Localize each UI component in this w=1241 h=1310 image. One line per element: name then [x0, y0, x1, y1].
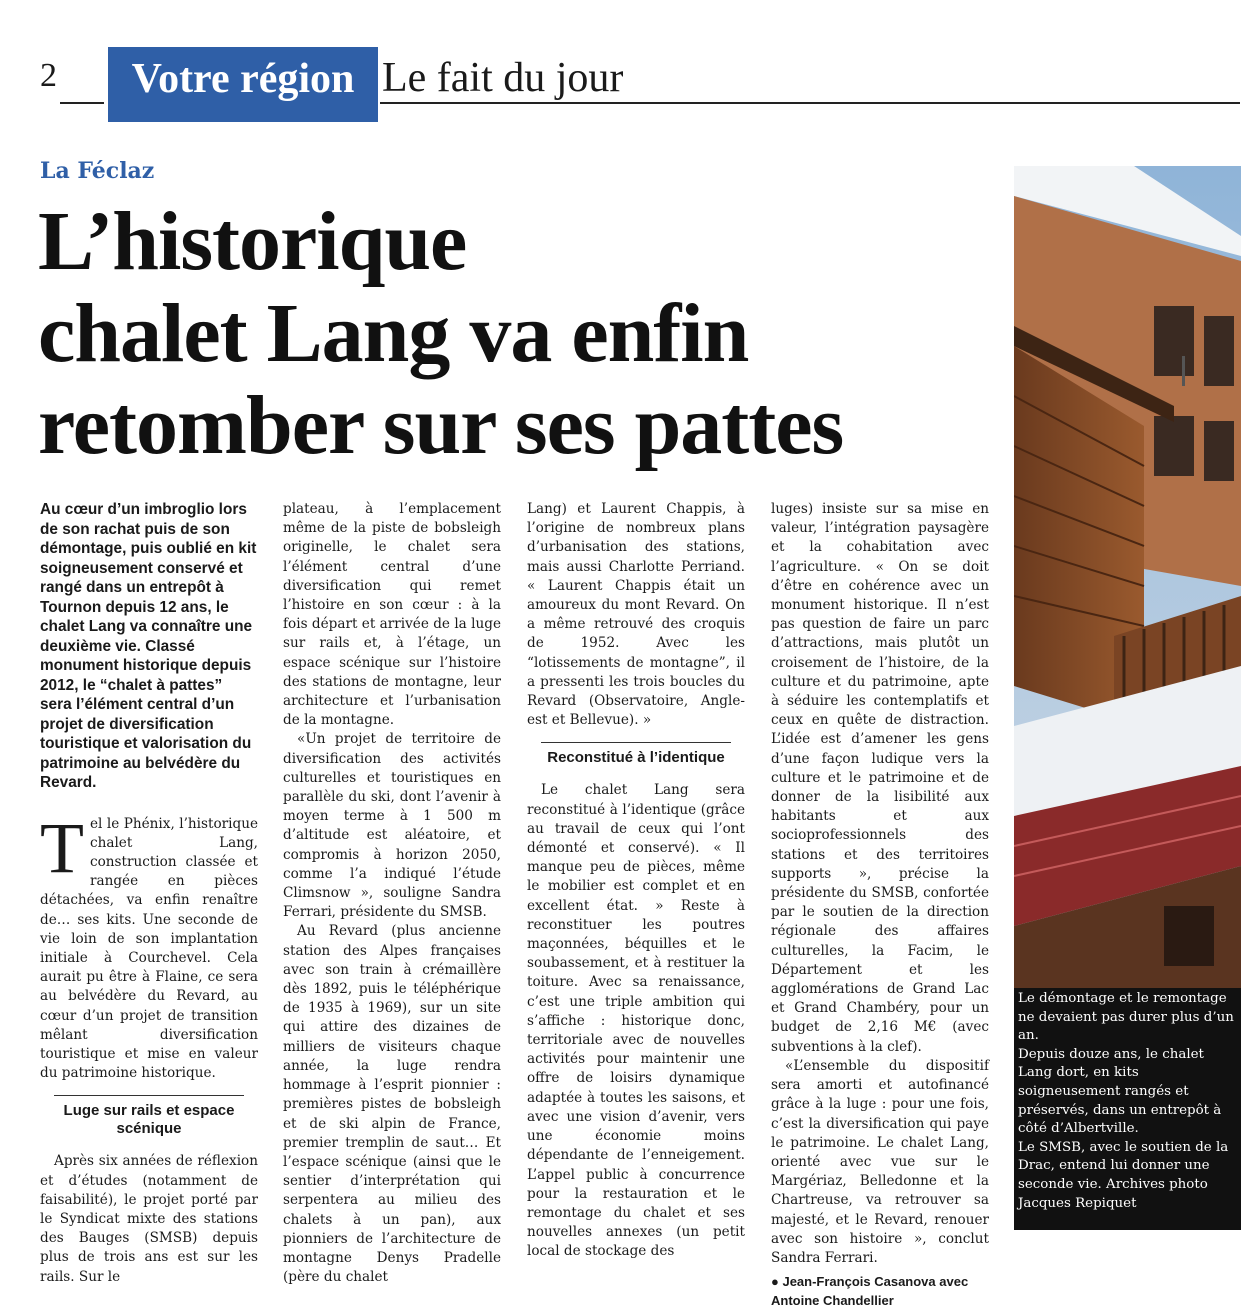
caption-line: Depuis douze ans, le chalet Lang dort, en kits soigneusement rangés et préservés, dans un entrepôt à côté d’Albertville.: [1018, 1046, 1222, 1137]
photo-caption: [1014, 988, 1241, 1230]
column-4: [771, 500, 989, 1310]
headline-line-1: L’historique: [38, 195, 467, 288]
paragraph: «Un projet de territoire de diversification des activités culturelles et touristiques en parallèle du ski, dont l’avenir à moyen terme à 1 500 m d’altitude est aléatoire, et compromis à horizon 2050, comme l’a indiqué l’étude Climsnow », souligne Sandra Ferrari, présidente du SMSB.: [283, 731, 501, 921]
headline-line-3: retomber sur ses pattes: [38, 379, 844, 472]
chalet-photo-image: [1014, 166, 1241, 988]
section-label: Votre région: [108, 47, 378, 122]
caption-line: Le démontage et le remontage ne devaient pas durer plus d’un an.: [1018, 991, 1234, 1044]
paragraph: plateau, à l’emplacement même de la piste de bobsleigh originelle, le chalet sera l’élément central d’une diversification qui remet l’histoire en son cœur : à la fois départ et arrivée de la luge sur rails et, à l’étage, un espace scénique sur l’histoire des stations de montagne, leur architecture et l’urbanisation de la montagne.: [283, 501, 501, 729]
header-title: Le fait du jour: [382, 55, 624, 101]
paragraph: Lang) et Laurent Chappis, à l’origine de nombreux plans d’urbanisation des stations, mais aussi Charlotte Perriand. « Laurent Chappis était un amoureux du mont Revard. On a même retrouvé des croquis de 1952. Avec les “lotissements de montagne”, il a pressenti les trois boucles du Revard (Observatoire, Angle-est et Bellevue). »: [527, 501, 745, 729]
caption-line: Le SMSB, avec le soutien de la Drac, entend lui donner une seconde vie. Archives photo Jacques Repiquet: [1018, 1139, 1229, 1211]
article-kicker: La Féclaz: [40, 158, 155, 184]
page-number: 2: [40, 57, 57, 94]
column-2: [283, 500, 501, 1287]
column-1: [40, 500, 258, 1287]
intro-paragraph: [40, 807, 258, 1084]
chalet-photo: [1014, 166, 1241, 988]
paragraph: Après six années de réflexion et d’études (notamment de faisabilité), le projet porté par le Syndicat mixte des stations des Bauges (SMSB) depuis plus de trois ans est sur les rails. Sur le: [40, 1153, 258, 1285]
headline-line-2: chalet Lang va enfin: [38, 287, 749, 380]
subhead-reconstitue: Reconstitué à l’identique: [541, 742, 731, 767]
drop-cap: T: [40, 807, 84, 888]
article-headline: [38, 196, 998, 472]
article-chapo: Au cœur d’un imbroglio lors de son rachat puis de son démontage, puis oublié en kit soigneusement conservé et rangé dans un entrepôt à Tournon depuis 12 ans, le chalet Lang va connaître une deuxième vie. Classé monument historique depuis 2012, le “chalet à pattes” sera l’élément central d’un projet de diversification touristique et valorisation du patrimoine au belvédère du Revard.: [40, 501, 257, 791]
byline: ● Jean-François Casanova avec Antoine Chandellier: [771, 1274, 969, 1309]
header-rule-left: [60, 102, 104, 104]
intro-text: el le Phénix, l’historique chalet Lang, construction classée et rangée en pièces détachées, va enfin renaître de… ses kits. Une seconde de vie loin de son implantation initiale à Courchevel. Cela aurait pu être à Flaine, ce sera au belvédère du Revard, au cœur d’un projet de transition mêlant diversification touristique et mise en valeur du patrimoine historique.: [40, 815, 258, 1082]
header-rule-right: [380, 102, 1240, 104]
paragraph: luges) insiste sur sa mise en valeur, l’intégration paysagère et la cohabitation avec l’agriculture. « On se doit d’être en cohérence avec un monument historique. Il n’est pas question de faire un parc d’attractions, mais plutôt un croisement de l’histoire, de la culture et du patrimoine, apte à séduire les contemplatifs et ceux en quête de distraction. L’idée est d’amener les gens d’une façon ludique vers la culture et le patrimoine et de donner de la lisibilité aux habitants et aux socioprofessionnels des stations et des territoires supports », précise la présidente du SMSB, confortée par le soutien de la direction régionale des affaires culturelles, la Facim, le Département et les agglomérations de Grand Lac et Grand Chambéry, pour un budget de 2,16 M€ (avec subventions à la clef).: [771, 501, 989, 1055]
paragraph: Le chalet Lang sera reconstitué à l’identique (grâce au travail de ceux qui l’ont démonté et conservé). « Il manque peu de pièces, même le mobilier est complet et en excellent état. » Reste à reconstituer les poutres maçonnées, béquilles et le soubassement, et à restituer la toiture. Avec sa renaissance, c’est une triple ambition qui s’affiche : historique donc, territoriale avec de nouvelles activités pour maintenir une offre de loisirs dynamique adaptée à toutes les saisons, et avec une vision d’avenir, vers une économie moins dépendante de l’enneigement. L’appel public à concurrence pour la restauration et le remontage du chalet et ses nouvelles annexes (un petit local de stockage des: [527, 782, 745, 1260]
subhead-luge: Luge sur rails et espace scénique: [54, 1095, 244, 1138]
paragraph: «L’ensemble du dispositif sera amorti et autofinancé grâce à la luge : pour une fois, c’est la diversification qui paye le patrimoine. Le chalet Lang, orienté avec vue sur le Margériaz, Belledonne et la Chartreuse, va retrouver sa majesté, et le Revard, renouer avec son histoire », conclut Sandra Ferrari.: [771, 1057, 989, 1266]
paragraph: Au Revard (plus ancienne station des Alpes françaises avec son train à crémaillère dès 1892, puis le téléphérique de 1935 à 1969), sur un site qui attire des dizaines de milliers de visiteurs chaque année, la luge rendra hommage à l’esprit pionnier : premières pistes de bobsleigh et de ski alpin de France, premier tremplin de saut… Et l’espace scénique (ainsi que le sentier d’interprétation qui serpentera au milieu des chalets à un pan), aux pionniers de l’architecture de montagne Denys Pradelle (père du chalet: [283, 923, 501, 1286]
column-3: [527, 500, 745, 1262]
